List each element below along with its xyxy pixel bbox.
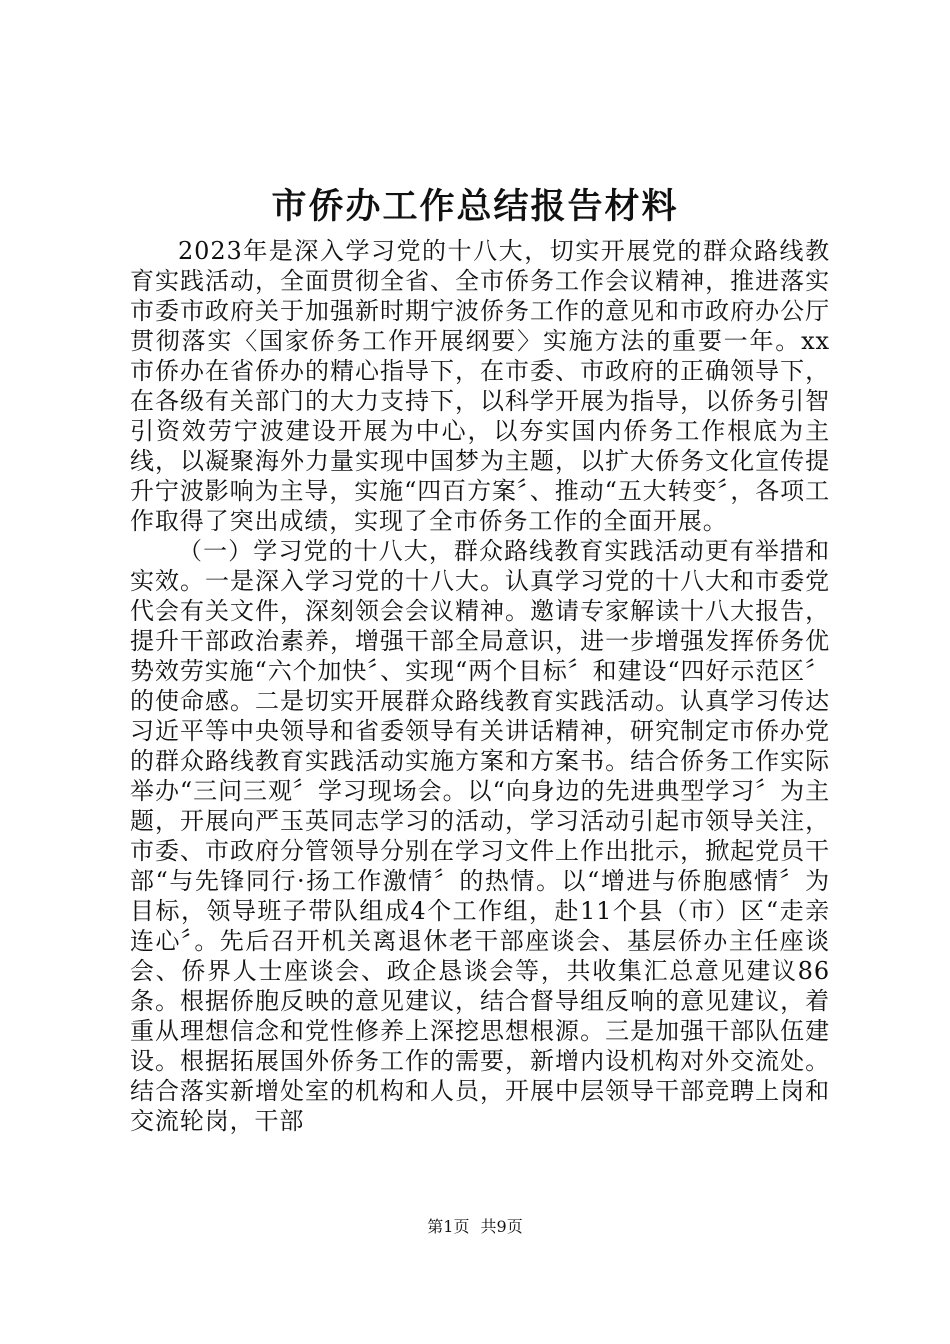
page-footer — [0, 1216, 950, 1238]
page-number: 第1页 — [427, 1217, 470, 1236]
page-total: 共9页 — [480, 1217, 523, 1236]
paragraph-section-1: （一）学习党的十八大，群众路线教育实践活动更有举措和实效。一是深入学习党的十八大。认真学习党的十八大和市委党代会有关文件，深刻领会会议精神。邀请专家解读十八大报告，提升干部政治素养，增强干部全局意识，进一步增强发挥侨务优势效劳实施“六个加快〞、实现“两个目标〞和建设“四好示范区〞的使命感。二是切实开展群众路线教育实践活动。认真学习传达习近平等中央领导和省委领导有关讲话精神，研究制定市侨办党的群众路线教育实践活动实施方案和方案书。结合侨务工作实际举办“三问三观〞学习现场会。以“向身边的先进典型学习〞为主题，开展向严玉英同志学习的活动，学习活动引起市领导关注，市委、市政府分管领导分别在学习文件上作出批示，掀起党员干部“与先锋同行·扬工作激情〞的热情。以“增进与侨胞感情〞为目标，领导班子带队组成4个工作组，赴11个县（市）区“走亲连心〞。先后召开机关离退休老干部座谈会、基层侨办主任座谈会、侨界人士座谈会、政企恳谈会等，共收集汇总意见建议86条。根据侨胞反映的意见建议，结合督导组反响的意见建议，着重从理想信念和党性修养上深挖思想根源。三是加强干部队伍建设。根据拓展国外侨务工作的需要，新增内设机构对外交流处。结合落实新增处室的机构和人员，开展中层领导干部竞聘上岗和交流轮岗，干部 — [130, 537, 830, 1135]
paragraph-intro: 2023年是深入学习党的十八大，切实开展党的群众路线教育实践活动，全面贯彻全省、全市侨务工作会议精神，推进落实市委市政府关于加强新时期宁波侨务工作的意见和市政府办公厅贯彻落实〈国家侨务工作开展纲要〉实施方法的重要一年。xx市侨办在省侨办的精心指导下，在市委、市政府的正确领导下，在各级有关部门的大力支持下，以科学开展为指导，以侨务引智引资效劳宁波建设开展为中心，以夯实国内侨务工作根底为主线，以凝聚海外力量实现中国梦为主题，以扩大侨务文化宣传提升宁波影响为主导，实施“四百方案〞、推动“五大转变〞，各项工作取得了突出成绩，实现了全市侨务工作的全面开展。 — [130, 237, 830, 535]
document-title: 市侨办工作总结报告材料 — [271, 186, 679, 227]
document-body — [130, 236, 830, 1136]
